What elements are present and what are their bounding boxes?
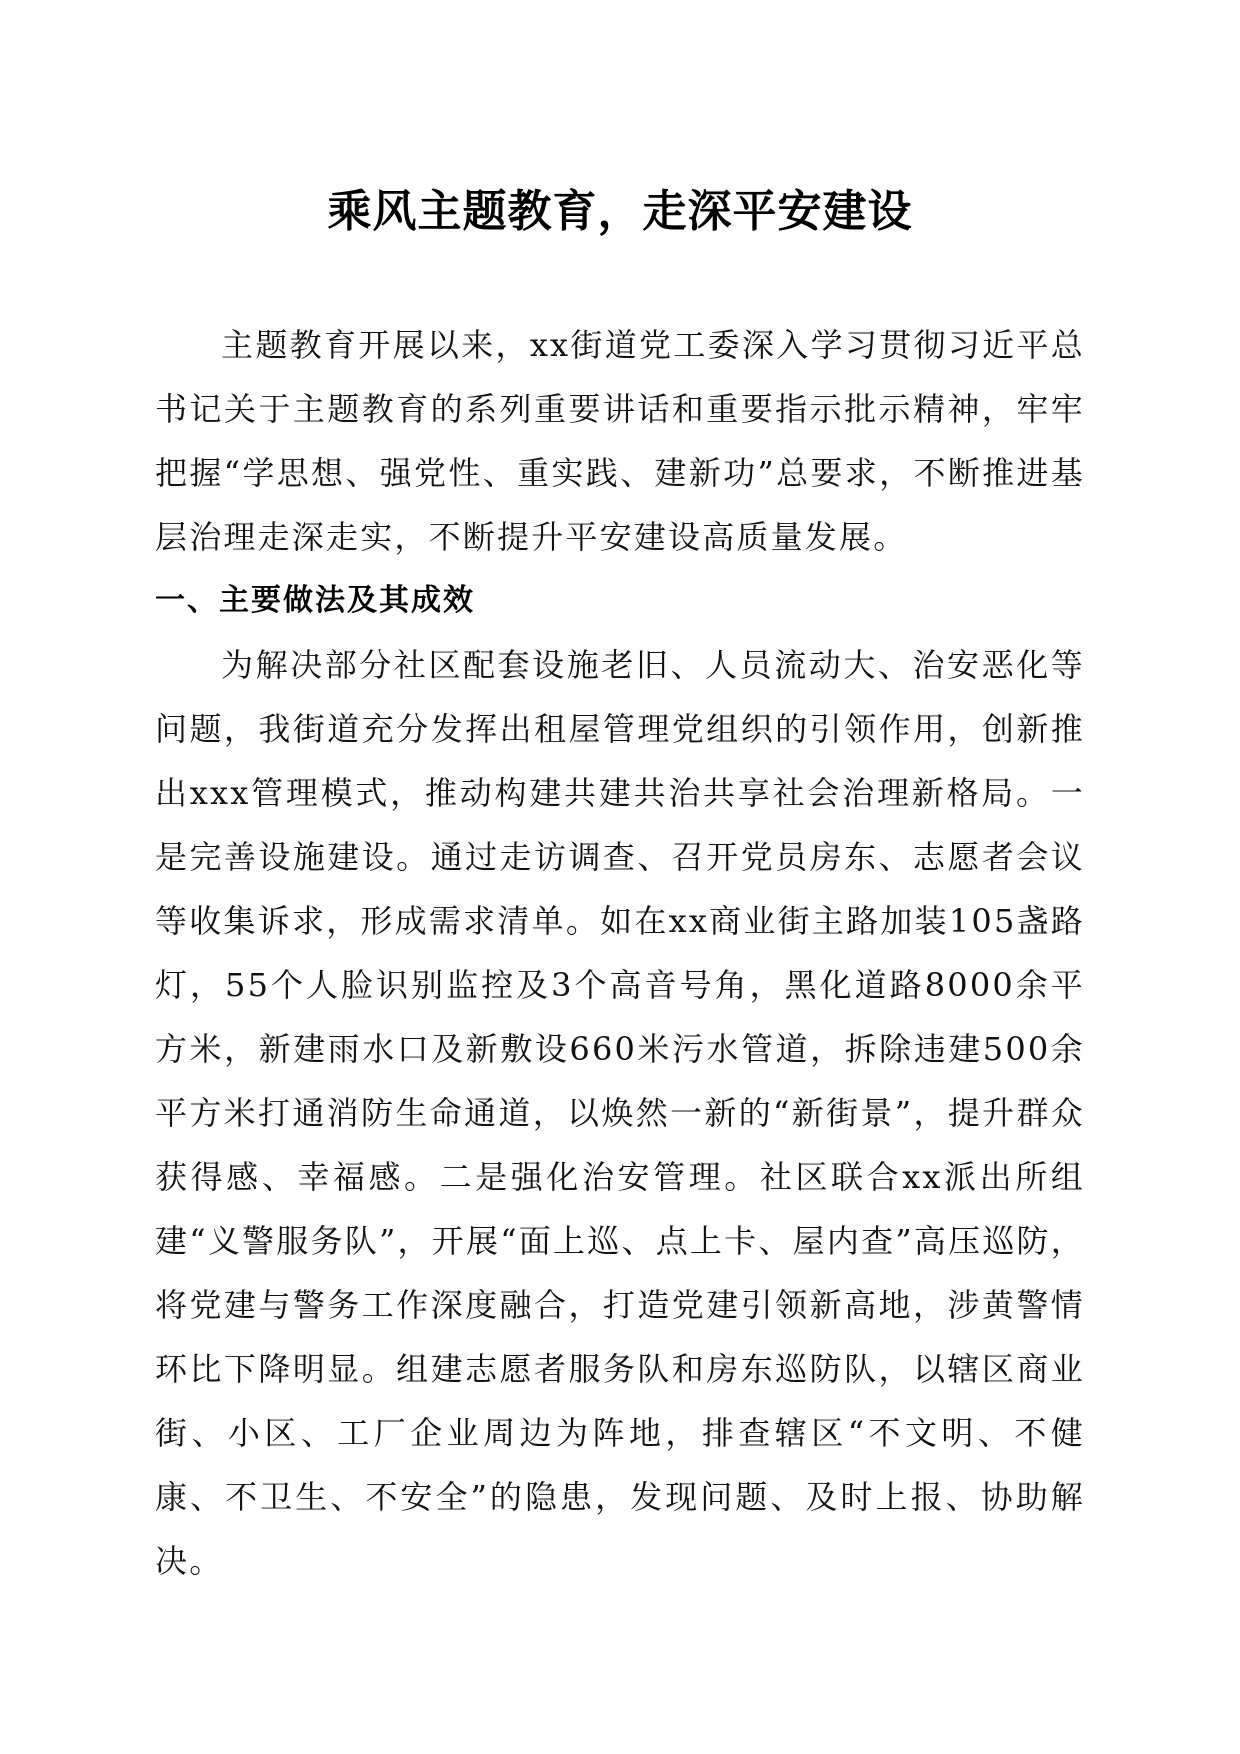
document-body (155, 313, 1085, 1593)
section-heading: 一、主要做法及其成效 (155, 583, 475, 618)
section-paragraph: 为解决部分社区配套设施老旧、人员流动大、治安恶化等问题，我街道充分发挥出租屋管理党组织的引领作用，创新推出xxx管理模式，推动构建共建共治共享社会治理新格局。一是完善设施建设。通过走访调查、召开党员房东、志愿者会议等收集诉求，形成需求清单。如在xx商业街主路加装105盏路灯，55个人脸识别监控及3个高音号角，黑化道路8000余平方米，新建雨水口及新敷设660米污水管道，拆除违建500余平方米打通消防生命通道，以焕然一新的“新街景”，提升群众获得感、幸福感。二是强化治安管理。社区联合xx派出所组建“义警服务队”，开展“面上巡、点上卡、屋内查”高压巡防，将党建与警务工作深度融合，打造党建引领新高地，涉黄警情环比下降明显。组建志愿者服务队和房东巡防队，以辖区商业街、小区、工厂企业周边为阵地，排查辖区“不文明、不健康、不卫生、不安全”的隐患，发现问题、及时上报、协助解决。 (155, 646, 1085, 1580)
document-title: 乘风主题教育，走深平安建设 (327, 186, 913, 237)
intro-paragraph: 主题教育开展以来，xx街道党工委深入学习贯彻习近平总书记关于主题教育的系列重要讲话和重要指示批示精神，牢牢把握“学思想、强党性、重实践、建新功”总要求，不断推进基层治理走深走实，不断提升平安建设高质量发展。 (155, 326, 1085, 556)
